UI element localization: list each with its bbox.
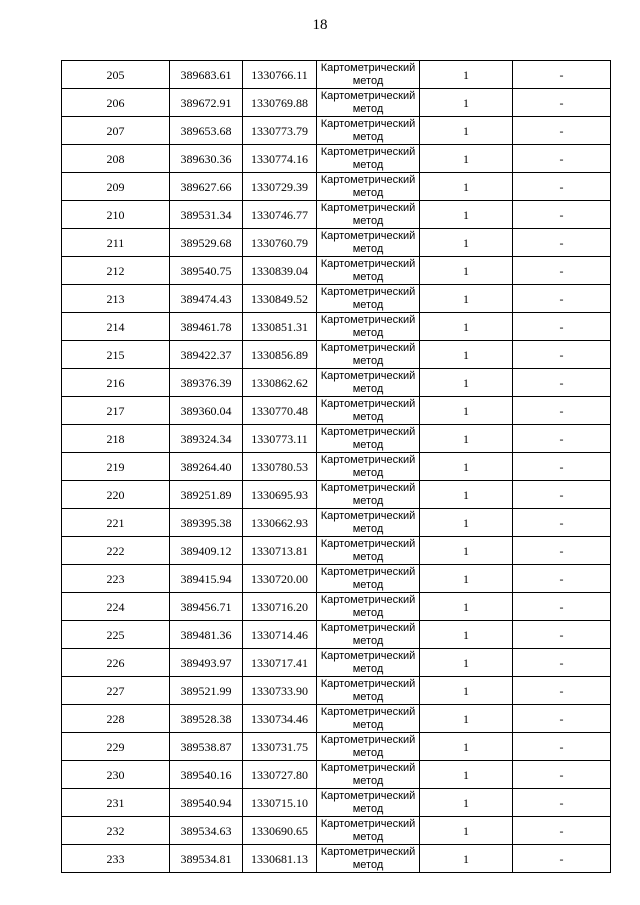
method-line-2: метод: [352, 467, 384, 479]
method-line-1: Картометрический: [320, 426, 416, 438]
y-coordinate-cell: 1330770.48: [243, 397, 317, 425]
method-cell: [317, 229, 420, 257]
method-line-2: метод: [352, 103, 384, 115]
description-cell: -: [513, 145, 611, 173]
description-cell: -: [513, 173, 611, 201]
x-coordinate-cell: 389324.34: [170, 425, 243, 453]
x-coordinate-cell: 389653.68: [170, 117, 243, 145]
accuracy-cell: 1: [420, 341, 513, 369]
table-row: [62, 537, 611, 565]
accuracy-cell: 1: [420, 789, 513, 817]
y-coordinate-cell: 1330839.04: [243, 257, 317, 285]
method-line-1: Картометрический: [320, 538, 416, 550]
x-coordinate-cell: 389395.38: [170, 509, 243, 537]
table-row: [62, 845, 611, 873]
page-number: 18: [312, 17, 328, 33]
table-row: [62, 509, 611, 537]
description-cell: -: [513, 481, 611, 509]
accuracy-cell: 1: [420, 173, 513, 201]
description-cell: -: [513, 61, 611, 89]
method-cell: [317, 509, 420, 537]
method-cell: [317, 257, 420, 285]
x-coordinate-cell: 389538.87: [170, 733, 243, 761]
accuracy-cell: 1: [420, 817, 513, 845]
accuracy-cell: 1: [420, 453, 513, 481]
description-cell: -: [513, 229, 611, 257]
method-line-1: Картометрический: [320, 398, 416, 410]
method-line-1: Картометрический: [320, 370, 416, 382]
point-number-cell: 215: [62, 341, 170, 369]
accuracy-cell: 1: [420, 313, 513, 341]
method-cell: [317, 341, 420, 369]
accuracy-cell: 1: [420, 705, 513, 733]
x-coordinate-cell: 389531.34: [170, 201, 243, 229]
point-number-cell: 218: [62, 425, 170, 453]
method-cell: [317, 145, 420, 173]
accuracy-cell: 1: [420, 621, 513, 649]
method-line-2: метод: [352, 355, 384, 367]
table-row: [62, 257, 611, 285]
point-number-cell: 213: [62, 285, 170, 313]
table-row: [62, 565, 611, 593]
description-cell: -: [513, 285, 611, 313]
accuracy-cell: 1: [420, 369, 513, 397]
point-number-cell: 206: [62, 89, 170, 117]
y-coordinate-cell: 1330849.52: [243, 285, 317, 313]
x-coordinate-cell: 389529.68: [170, 229, 243, 257]
table-row: [62, 341, 611, 369]
table-row: [62, 425, 611, 453]
table-row: [62, 61, 611, 89]
method-cell: [317, 705, 420, 733]
point-number-cell: 231: [62, 789, 170, 817]
description-cell: -: [513, 593, 611, 621]
description-cell: -: [513, 677, 611, 705]
description-cell: -: [513, 705, 611, 733]
method-line-1: Картометрический: [320, 90, 416, 102]
method-line-1: Картометрический: [320, 258, 416, 270]
point-number-cell: 212: [62, 257, 170, 285]
method-line-2: метод: [352, 411, 384, 423]
table-row: [62, 593, 611, 621]
accuracy-cell: 1: [420, 537, 513, 565]
y-coordinate-cell: 1330715.10: [243, 789, 317, 817]
x-coordinate-cell: 389540.16: [170, 761, 243, 789]
x-coordinate-cell: 389540.94: [170, 789, 243, 817]
x-coordinate-cell: 389683.61: [170, 61, 243, 89]
method-line-1: Картометрический: [320, 790, 416, 802]
coordinates-table-body: [62, 61, 611, 873]
method-line-1: Картометрический: [320, 146, 416, 158]
method-line-2: метод: [352, 579, 384, 591]
method-cell: [317, 285, 420, 313]
method-cell: [317, 761, 420, 789]
accuracy-cell: 1: [420, 257, 513, 285]
table-row: [62, 621, 611, 649]
method-cell: [317, 117, 420, 145]
method-cell: [317, 649, 420, 677]
accuracy-cell: 1: [420, 425, 513, 453]
method-line-2: метод: [352, 607, 384, 619]
method-line-2: метод: [352, 551, 384, 563]
method-cell: [317, 593, 420, 621]
method-line-1: Картометрический: [320, 202, 416, 214]
point-number-cell: 207: [62, 117, 170, 145]
y-coordinate-cell: 1330734.46: [243, 705, 317, 733]
method-cell: [317, 537, 420, 565]
y-coordinate-cell: 1330766.11: [243, 61, 317, 89]
method-cell: [317, 425, 420, 453]
method-line-1: Картометрический: [320, 482, 416, 494]
x-coordinate-cell: 389264.40: [170, 453, 243, 481]
method-line-2: метод: [352, 243, 384, 255]
method-line-2: метод: [352, 859, 384, 871]
description-cell: -: [513, 537, 611, 565]
description-cell: -: [513, 621, 611, 649]
y-coordinate-cell: 1330773.11: [243, 425, 317, 453]
y-coordinate-cell: 1330720.00: [243, 565, 317, 593]
table-row: [62, 649, 611, 677]
method-line-2: метод: [352, 635, 384, 647]
method-cell: [317, 369, 420, 397]
y-coordinate-cell: 1330862.62: [243, 369, 317, 397]
point-number-cell: 209: [62, 173, 170, 201]
method-cell: [317, 789, 420, 817]
description-cell: -: [513, 509, 611, 537]
method-line-2: метод: [352, 383, 384, 395]
point-number-cell: 211: [62, 229, 170, 257]
table-row: [62, 677, 611, 705]
method-line-2: метод: [352, 299, 384, 311]
method-line-2: метод: [352, 747, 384, 759]
accuracy-cell: 1: [420, 677, 513, 705]
point-number-cell: 217: [62, 397, 170, 425]
table-row: [62, 89, 611, 117]
y-coordinate-cell: 1330716.20: [243, 593, 317, 621]
point-number-cell: 232: [62, 817, 170, 845]
method-cell: [317, 453, 420, 481]
method-line-1: Картометрический: [320, 594, 416, 606]
method-line-2: метод: [352, 495, 384, 507]
method-line-1: Картометрический: [320, 818, 416, 830]
description-cell: -: [513, 789, 611, 817]
method-line-2: метод: [352, 75, 384, 87]
method-line-1: Картометрический: [320, 622, 416, 634]
point-number-cell: 222: [62, 537, 170, 565]
y-coordinate-cell: 1330681.13: [243, 845, 317, 873]
accuracy-cell: 1: [420, 229, 513, 257]
table-row: [62, 397, 611, 425]
table-row: [62, 817, 611, 845]
table-row: [62, 173, 611, 201]
method-line-1: Картометрический: [320, 650, 416, 662]
y-coordinate-cell: 1330690.65: [243, 817, 317, 845]
x-coordinate-cell: 389461.78: [170, 313, 243, 341]
accuracy-cell: 1: [420, 761, 513, 789]
method-line-1: Картометрический: [320, 314, 416, 326]
method-line-1: Картометрический: [320, 706, 416, 718]
method-cell: [317, 565, 420, 593]
accuracy-cell: 1: [420, 481, 513, 509]
y-coordinate-cell: 1330729.39: [243, 173, 317, 201]
method-line-2: метод: [352, 719, 384, 731]
method-cell: [317, 481, 420, 509]
method-line-1: Картометрический: [320, 62, 416, 74]
description-cell: -: [513, 257, 611, 285]
method-line-1: Картометрический: [320, 174, 416, 186]
accuracy-cell: 1: [420, 201, 513, 229]
point-number-cell: 221: [62, 509, 170, 537]
table-row: [62, 789, 611, 817]
description-cell: -: [513, 425, 611, 453]
x-coordinate-cell: 389456.71: [170, 593, 243, 621]
point-number-cell: 214: [62, 313, 170, 341]
x-coordinate-cell: 389376.39: [170, 369, 243, 397]
x-coordinate-cell: 389534.81: [170, 845, 243, 873]
x-coordinate-cell: 389360.04: [170, 397, 243, 425]
method-line-1: Картометрический: [320, 846, 416, 858]
point-number-cell: 210: [62, 201, 170, 229]
description-cell: -: [513, 201, 611, 229]
x-coordinate-cell: 389251.89: [170, 481, 243, 509]
accuracy-cell: 1: [420, 117, 513, 145]
description-cell: -: [513, 565, 611, 593]
accuracy-cell: 1: [420, 397, 513, 425]
description-cell: -: [513, 341, 611, 369]
method-line-1: Картометрический: [320, 734, 416, 746]
point-number-cell: 223: [62, 565, 170, 593]
x-coordinate-cell: 389409.12: [170, 537, 243, 565]
method-line-1: Картометрический: [320, 678, 416, 690]
table-row: [62, 201, 611, 229]
x-coordinate-cell: 389481.36: [170, 621, 243, 649]
method-line-1: Картометрический: [320, 454, 416, 466]
description-cell: -: [513, 649, 611, 677]
method-cell: [317, 817, 420, 845]
x-coordinate-cell: 389534.63: [170, 817, 243, 845]
point-number-cell: 228: [62, 705, 170, 733]
x-coordinate-cell: 389422.37: [170, 341, 243, 369]
accuracy-cell: 1: [420, 61, 513, 89]
table-row: [62, 733, 611, 761]
accuracy-cell: 1: [420, 649, 513, 677]
x-coordinate-cell: 389528.38: [170, 705, 243, 733]
description-cell: -: [513, 453, 611, 481]
point-number-cell: 233: [62, 845, 170, 873]
accuracy-cell: 1: [420, 145, 513, 173]
accuracy-cell: 1: [420, 509, 513, 537]
table-row: [62, 117, 611, 145]
method-line-2: метод: [352, 187, 384, 199]
description-cell: -: [513, 845, 611, 873]
method-line-2: метод: [352, 691, 384, 703]
point-number-cell: 229: [62, 733, 170, 761]
point-number-cell: 227: [62, 677, 170, 705]
method-line-2: метод: [352, 831, 384, 843]
y-coordinate-cell: 1330713.81: [243, 537, 317, 565]
x-coordinate-cell: 389627.66: [170, 173, 243, 201]
method-line-2: метод: [352, 215, 384, 227]
point-number-cell: 225: [62, 621, 170, 649]
method-line-1: Картометрический: [320, 762, 416, 774]
method-line-1: Картометрический: [320, 566, 416, 578]
method-line-2: метод: [352, 159, 384, 171]
description-cell: -: [513, 369, 611, 397]
table-row: [62, 481, 611, 509]
y-coordinate-cell: 1330714.46: [243, 621, 317, 649]
x-coordinate-cell: 389474.43: [170, 285, 243, 313]
y-coordinate-cell: 1330731.75: [243, 733, 317, 761]
point-number-cell: 220: [62, 481, 170, 509]
description-cell: -: [513, 397, 611, 425]
method-line-2: метод: [352, 271, 384, 283]
method-line-1: Картометрический: [320, 230, 416, 242]
method-line-2: метод: [352, 327, 384, 339]
description-cell: -: [513, 817, 611, 845]
x-coordinate-cell: 389672.91: [170, 89, 243, 117]
method-line-2: метод: [352, 663, 384, 675]
method-line-2: метод: [352, 775, 384, 787]
y-coordinate-cell: 1330769.88: [243, 89, 317, 117]
accuracy-cell: 1: [420, 89, 513, 117]
y-coordinate-cell: 1330717.41: [243, 649, 317, 677]
y-coordinate-cell: 1330695.93: [243, 481, 317, 509]
description-cell: -: [513, 89, 611, 117]
method-cell: [317, 61, 420, 89]
y-coordinate-cell: 1330662.93: [243, 509, 317, 537]
method-cell: [317, 677, 420, 705]
x-coordinate-cell: 389415.94: [170, 565, 243, 593]
method-line-2: метод: [352, 439, 384, 451]
method-line-1: Картометрический: [320, 118, 416, 130]
method-line-1: Картометрический: [320, 510, 416, 522]
y-coordinate-cell: 1330733.90: [243, 677, 317, 705]
table-row: [62, 705, 611, 733]
method-cell: [317, 733, 420, 761]
point-number-cell: 219: [62, 453, 170, 481]
method-line-1: Картометрический: [320, 286, 416, 298]
y-coordinate-cell: 1330774.16: [243, 145, 317, 173]
method-cell: [317, 173, 420, 201]
point-number-cell: 208: [62, 145, 170, 173]
point-number-cell: 224: [62, 593, 170, 621]
y-coordinate-cell: 1330780.53: [243, 453, 317, 481]
method-cell: [317, 313, 420, 341]
y-coordinate-cell: 1330760.79: [243, 229, 317, 257]
x-coordinate-cell: 389540.75: [170, 257, 243, 285]
table-row: [62, 369, 611, 397]
accuracy-cell: 1: [420, 733, 513, 761]
method-cell: [317, 621, 420, 649]
y-coordinate-cell: 1330773.79: [243, 117, 317, 145]
accuracy-cell: 1: [420, 285, 513, 313]
method-line-2: метод: [352, 523, 384, 535]
description-cell: -: [513, 733, 611, 761]
y-coordinate-cell: 1330856.89: [243, 341, 317, 369]
coordinates-table: [61, 60, 611, 873]
x-coordinate-cell: 389521.99: [170, 677, 243, 705]
point-number-cell: 226: [62, 649, 170, 677]
x-coordinate-cell: 389493.97: [170, 649, 243, 677]
method-line-2: метод: [352, 803, 384, 815]
method-cell: [317, 89, 420, 117]
point-number-cell: 216: [62, 369, 170, 397]
accuracy-cell: 1: [420, 845, 513, 873]
y-coordinate-cell: 1330746.77: [243, 201, 317, 229]
description-cell: -: [513, 761, 611, 789]
description-cell: -: [513, 313, 611, 341]
y-coordinate-cell: 1330727.80: [243, 761, 317, 789]
table-row: [62, 761, 611, 789]
method-line-1: Картометрический: [320, 342, 416, 354]
description-cell: -: [513, 117, 611, 145]
method-cell: [317, 845, 420, 873]
method-line-2: метод: [352, 131, 384, 143]
accuracy-cell: 1: [420, 565, 513, 593]
x-coordinate-cell: 389630.36: [170, 145, 243, 173]
method-cell: [317, 201, 420, 229]
accuracy-cell: 1: [420, 593, 513, 621]
point-number-cell: 205: [62, 61, 170, 89]
table-row: [62, 453, 611, 481]
table-row: [62, 285, 611, 313]
y-coordinate-cell: 1330851.31: [243, 313, 317, 341]
table-row: [62, 313, 611, 341]
method-cell: [317, 397, 420, 425]
point-number-cell: 230: [62, 761, 170, 789]
table-row: [62, 145, 611, 173]
table-row: [62, 229, 611, 257]
